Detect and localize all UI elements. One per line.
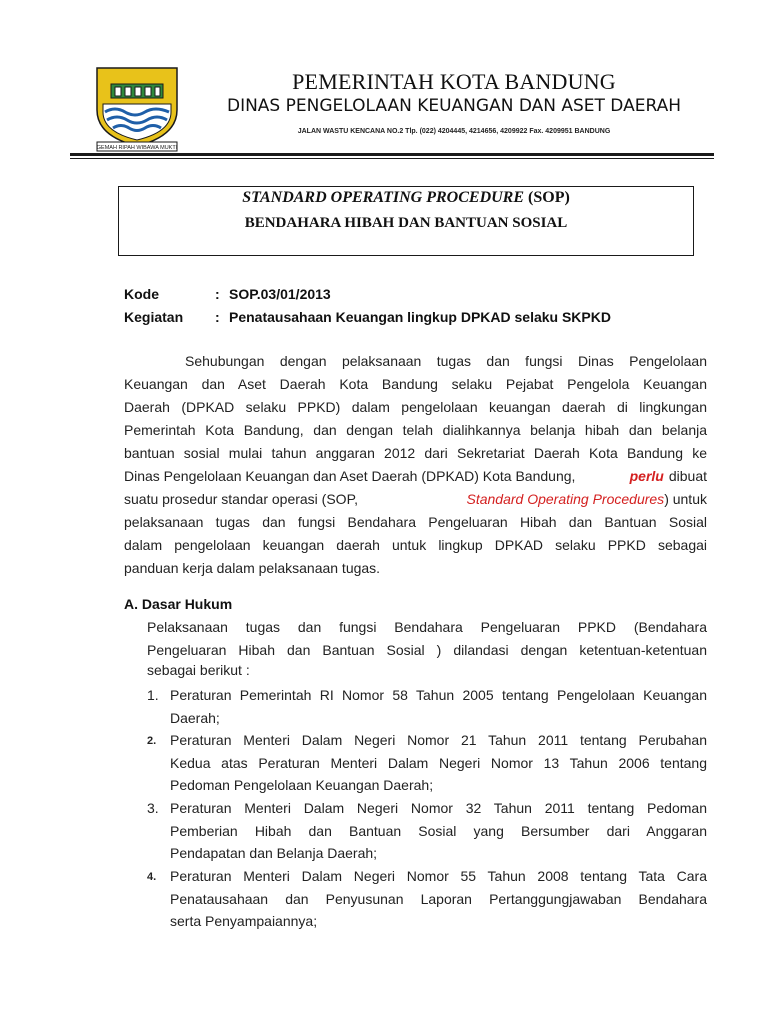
kode-value: SOP.03/01/2013 xyxy=(229,286,331,302)
list-item-2-line-3: Pedoman Pengelolaan Keuangan Daerah; xyxy=(170,777,434,793)
list-item-1-line-1: Peraturan Pemerintah RI Nomor 58 Tahun 2005 tentang Pengelolaan Keuangan xyxy=(170,687,707,703)
sop-title-italic: STANDARD OPERATING PROCEDURE xyxy=(242,189,525,206)
intro-perlu: perlu xyxy=(629,468,664,484)
institution-title: PEMERINTAH KOTA BANDUNG xyxy=(292,69,616,94)
kegiatan-separator: : xyxy=(215,309,220,325)
address-line: JALAN WASTU KENCANA NO.2 Tlp. (022) 4204445, 4214656, 4209922 Fax. 4209951 BANDUNG xyxy=(297,128,611,135)
list-item-3-line-2: Pemberian Hibah dan Bantuan Sosial yang Bersumber dari Anggaran xyxy=(170,823,707,839)
intro-line-5: bantuan sosial mulai tahun anggaran 2012 dari Sekretariat Daerah Kota Bandung ke xyxy=(124,445,707,461)
intro-line-7-tail xyxy=(467,491,708,507)
intro-line-9: dalam pengelolaan keuangan daerah untuk lingkup DPKAD selaku PPKD sebagai xyxy=(124,537,707,553)
list-number-4: 4. xyxy=(147,871,157,883)
kegiatan-label: Kegiatan xyxy=(124,309,184,325)
list-item-1-line-2: Daerah; xyxy=(170,710,220,726)
section-a-line-1: Pelaksanaan tugas dan fungsi Bendahara Pengeluaran PPKD (Bendahara xyxy=(147,619,707,635)
intro-line-7-a: suatu prosedur standar operasi (SOP, xyxy=(124,491,358,507)
intro-line-10: panduan kerja dalam pelaksanaan tugas. xyxy=(124,560,381,576)
intro-line-6 xyxy=(124,468,707,484)
intro-line-6-a: Dinas Pengelolaan Keuangan dan Aset Daerah (DPKAD) Kota Bandung, xyxy=(124,468,576,484)
intro-line-6-b: dibuat xyxy=(668,468,707,484)
list-number-3: 3. xyxy=(147,800,159,816)
header-rule-thin xyxy=(70,158,714,159)
department-name: DINAS PENGELOLAAN KEUANGAN DAN ASET DAERAH xyxy=(226,96,682,116)
section-a-line-3: sebagai berikut : xyxy=(147,662,250,678)
sop-title-abbr: (SOP) xyxy=(524,189,570,206)
list-item-4-line-1: Peraturan Menteri Dalam Negeri Nomor 55 Tahun 2008 tentang Tata Cara xyxy=(170,868,707,884)
bandung-city-logo xyxy=(91,66,183,152)
section-a-heading: A. Dasar Hukum xyxy=(124,596,233,612)
sop-title-box xyxy=(118,186,694,256)
list-item-3-line-3: Pendapatan dan Belanja Daerah; xyxy=(170,845,378,861)
intro-line-2: Keuangan dan Aset Daerah Kota Bandung selaku Pejabat Pengelola Keuangan xyxy=(124,376,707,392)
header-rule-thick xyxy=(70,153,714,156)
intro-line-1: Sehubungan dengan pelaksanaan tugas dan fungsi Dinas Pengelolaan xyxy=(185,353,707,369)
intro-line-7 xyxy=(124,491,707,507)
intro-line-7-b: ) untuk xyxy=(664,491,707,507)
sop-subtitle: BENDAHARA HIBAH DAN BANTUAN SOSIAL xyxy=(244,215,568,231)
section-a-line-2: Pengeluaran Hibah dan Bantuan Sosial ) dilandasi dengan ketentuan-ketentuan xyxy=(147,642,707,658)
kode-label: Kode xyxy=(124,286,159,302)
list-item-2-line-1: Peraturan Menteri Dalam Negeri Nomor 21 Tahun 2011 tentang Perubahan xyxy=(170,732,707,748)
list-item-3-line-1: Peraturan Menteri Dalam Negeri Nomor 32 Tahun 2011 tentang Pedoman xyxy=(170,800,707,816)
intro-line-8: pelaksanaan tugas dan fungsi Bendahara Pengeluaran Hibah dan Bantuan Sosial xyxy=(124,514,707,530)
kode-separator: : xyxy=(215,286,220,302)
list-item-4-line-2: Penatausahaan dan Penyusunan Laporan Pertanggungjawaban Bendahara xyxy=(170,891,707,907)
intro-sop-term: Standard Operating Procedures xyxy=(466,491,665,507)
logo-motto: GEMAH RIPAH WIBAWA MUKTI xyxy=(96,145,178,151)
kegiatan-value: Penatausahaan Keuangan lingkup DPKAD selaku SKPKD xyxy=(229,309,611,325)
sop-title xyxy=(119,189,693,207)
list-number-2: 2. xyxy=(147,735,157,747)
intro-line-6-tail xyxy=(630,468,707,484)
list-number-1: 1. xyxy=(147,687,159,703)
list-item-4-line-3: serta Penyampaiannya; xyxy=(170,913,318,929)
intro-line-3: Daerah (DPKAD selaku PPKD) dalam pengelolaan keuangan daerah di lingkungan xyxy=(124,399,707,415)
list-item-2-line-2: Kedua atas Peraturan Menteri Dalam Negeri Nomor 13 Tahun 2006 tentang xyxy=(170,755,707,771)
intro-line-4: Pemerintah Kota Bandung, dan dengan telah dialihkannya belanja hibah dan belanja xyxy=(124,422,707,438)
